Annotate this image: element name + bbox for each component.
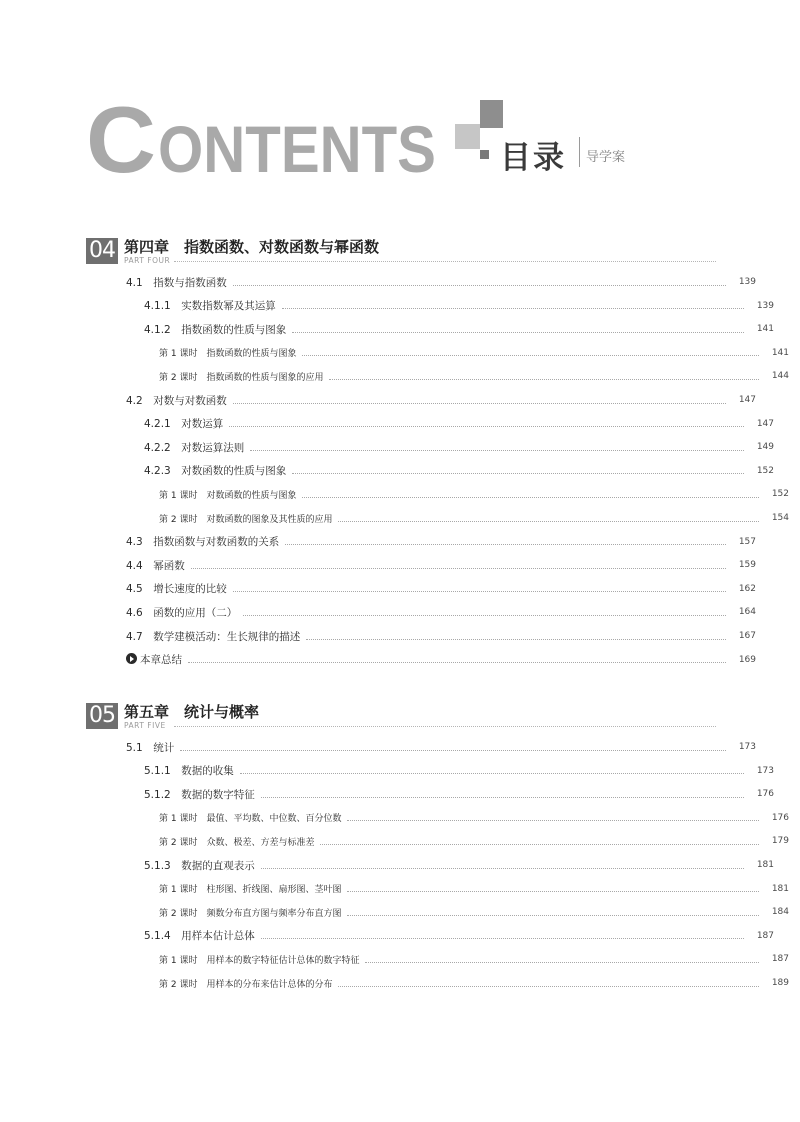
toc-entry[interactable] (86, 321, 774, 337)
chapter-divider (174, 726, 716, 727)
toc-entry-label (144, 928, 255, 943)
chapter-divider (174, 261, 716, 262)
dot-leader (329, 379, 759, 380)
dot-leader (243, 615, 726, 616)
contents-header (86, 96, 726, 186)
dot-leader (261, 797, 744, 798)
dot-leader (347, 915, 759, 916)
toc-entry-label (144, 463, 286, 478)
toc-entry-text: 4.6 函数的应用（二） (126, 606, 238, 619)
toc-page-number: 189 (771, 978, 789, 988)
toc-entry-label (126, 558, 185, 573)
dot-leader (188, 662, 726, 663)
toc-page-number: 176 (756, 789, 774, 800)
toc-entry[interactable] (86, 463, 774, 479)
dot-leader (306, 639, 726, 640)
toc-page-number: 159 (738, 560, 756, 571)
decor-square-small (480, 150, 489, 159)
decor-square-light (455, 124, 480, 149)
dot-leader (180, 750, 726, 751)
toc-entry[interactable] (86, 345, 789, 361)
toc-page-number: 141 (771, 347, 789, 358)
toc-entry-text: 4.5 增长速度的比较 (126, 583, 227, 596)
play-circle-icon (126, 653, 137, 664)
toc-page-number: 152 (771, 489, 789, 500)
toc-entry-label (159, 906, 341, 919)
page-title: 目录 (500, 140, 566, 176)
toc-entry-text: 4.2 对数与对数函数 (126, 394, 227, 407)
toc-entry[interactable] (86, 833, 789, 849)
toc-entry-text: 4.3 指数函数与对数函数的关系 (126, 536, 280, 549)
toc-entry-text: 5.1.4 用样本估计总体 (144, 930, 255, 943)
toc-entry-label (159, 835, 314, 848)
toc-entry-text: 第 2 课时 频数分布直方图与频率分布直方图 (159, 908, 342, 919)
dot-leader (240, 773, 744, 774)
toc-entry[interactable] (86, 951, 789, 967)
toc-entry-label (126, 629, 300, 644)
toc-entry-label (126, 740, 174, 755)
toc-entry-text: 第 2 课时 对数函数的图象及其性质的应用 (159, 514, 333, 525)
dot-leader (191, 568, 726, 569)
dot-leader (365, 962, 759, 963)
toc-entry-label (159, 488, 296, 501)
toc-entry[interactable] (86, 557, 756, 573)
toc-entry-text: 5.1.2 数据的数字特征 (144, 788, 255, 801)
toc-entry[interactable] (86, 439, 774, 455)
toc-page-number: 187 (771, 954, 789, 965)
toc-entry-text: 5.1.3 数据的直观表示 (144, 859, 255, 872)
toc-entry-label (159, 977, 332, 990)
dot-leader (302, 497, 759, 498)
toc-entry-text: 4.1.1 实数指数幂及其运算 (144, 300, 276, 313)
dot-leader (261, 868, 744, 869)
toc-entry-label (159, 512, 332, 525)
toc-entry-label (144, 416, 223, 431)
toc-entry-text: 4.2.1 对数运算 (144, 418, 224, 431)
dot-leader (347, 891, 759, 892)
toc-entry[interactable] (86, 534, 756, 550)
toc-page-number: 147 (738, 395, 756, 405)
toc-entry-label (126, 652, 182, 667)
toc-entry-label (159, 953, 359, 966)
dot-leader (233, 285, 726, 286)
toc-entry[interactable] (86, 975, 789, 991)
dot-leader (338, 521, 759, 522)
toc-entry-text: 第 2 课时 指数函数的性质与图象的应用 (159, 372, 324, 383)
dot-leader (285, 544, 726, 545)
toc-page-number: 169 (738, 654, 756, 665)
toc-entry[interactable] (86, 581, 756, 597)
toc-entry-label (159, 346, 296, 359)
toc-page-number: 162 (738, 583, 756, 594)
dot-leader (233, 403, 726, 404)
toc-entry-label (144, 763, 234, 778)
toc-entry[interactable] (86, 368, 789, 384)
dot-leader (292, 332, 744, 333)
toc-entry-label (126, 393, 227, 408)
toc-entry[interactable] (86, 881, 789, 897)
toc-entry-text: 4.4 幂函数 (126, 559, 185, 572)
dot-leader (302, 355, 759, 356)
toc-summary-row[interactable] (86, 652, 756, 668)
toc-entry-text: 第 1 课时 对数函数的性质与图象 (159, 490, 297, 501)
toc-entry-text: 4.2.3 对数函数的性质与图象 (144, 465, 287, 478)
toc-entry-text: 4.2.2 对数运算法则 (144, 441, 245, 454)
toc-page-number: 147 (756, 418, 774, 429)
toc-entry[interactable] (86, 298, 774, 314)
wordmark-rest: ONTENTS (158, 112, 436, 186)
toc-page-number: 179 (771, 836, 789, 847)
toc-entry[interactable] (86, 392, 756, 408)
toc-entry[interactable] (86, 274, 756, 290)
toc-entry-text: 5.1.1 数据的收集 (144, 765, 234, 778)
toc-entry-label (126, 534, 279, 549)
chapter-part-label: PART FIVE (124, 721, 166, 730)
toc-entry[interactable] (86, 486, 789, 502)
toc-entry-text: 4.1.2 指数函数的性质与图象 (144, 323, 287, 336)
toc-entry-label (144, 787, 255, 802)
toc-entry-text: 本章总结 (140, 654, 182, 667)
toc-page-number: 149 (756, 442, 774, 453)
toc-entry-text: 4.7 数学建模活动：生长规律的描述 (126, 630, 301, 643)
dot-leader (347, 820, 759, 821)
toc-page-number: 164 (738, 607, 756, 618)
dot-leader (261, 938, 744, 939)
chapter-number: 04 (86, 238, 118, 264)
toc-entry[interactable] (86, 904, 789, 920)
toc-page-number: 157 (738, 536, 756, 547)
toc-page-number: 181 (756, 860, 774, 870)
toc-entry-label (159, 811, 341, 824)
toc-page-number: 167 (738, 631, 756, 641)
toc-entry[interactable] (86, 739, 756, 755)
toc-page-number: 176 (771, 812, 789, 823)
toc-entry-label (159, 370, 323, 383)
toc-page-number: 139 (738, 277, 756, 287)
dot-leader (338, 986, 759, 987)
toc-page-number: 139 (756, 300, 774, 311)
toc-entry-text: 第 1 课时 最值、平均数、中位数、百分位数 (159, 814, 342, 825)
decor-square-dark (480, 100, 503, 128)
dot-leader (233, 591, 726, 592)
toc-entry-label (126, 605, 237, 620)
toc-entry[interactable] (86, 416, 774, 432)
toc-entry[interactable] (86, 786, 774, 802)
toc-entry-text: 5.1 统计 (126, 741, 175, 754)
toc-entry-text: 第 1 课时 用样本的数字特征估计总体的数字特征 (159, 955, 360, 966)
dot-leader (282, 308, 744, 309)
toc-page-number: 173 (756, 765, 774, 776)
toc-entry-text: 第 2 课时 众数、极差、方差与标准差 (159, 837, 315, 848)
chapter-number: 05 (86, 703, 118, 729)
toc-entry[interactable] (86, 857, 774, 873)
toc-page-number: 152 (756, 465, 774, 476)
toc-page-number: 154 (771, 513, 789, 523)
toc-entry[interactable] (86, 810, 789, 826)
contents-wordmark (86, 96, 446, 186)
wordmark-initial: C (86, 96, 156, 186)
toc-entry-text: 第 1 课时 柱形图、折线图、扇形图、茎叶图 (159, 885, 342, 896)
toc-page-number: 141 (756, 324, 774, 335)
toc-entry[interactable] (86, 510, 789, 526)
toc-page-number: 173 (738, 742, 756, 752)
page-subtitle: 导学案 (586, 150, 626, 165)
toc-entry[interactable] (86, 763, 774, 779)
toc-entry[interactable] (86, 928, 774, 944)
toc-entry-label (144, 858, 255, 873)
toc-page-number: 184 (771, 907, 789, 918)
toc-entry-label (126, 275, 227, 290)
toc-entry-label (126, 581, 227, 596)
chapter-title: 第四章 指数函数、对数函数与幂函数 (124, 238, 380, 256)
toc-entry-label (144, 298, 276, 313)
chapter-title: 第五章 统计与概率 (124, 703, 260, 721)
chapter-part-label: PART FOUR (124, 256, 171, 265)
toc-entry-label (144, 322, 286, 337)
toc-page-number: 181 (771, 883, 789, 894)
toc-entry-text: 第 2 课时 用样本的分布来估计总体的分布 (159, 979, 333, 990)
title-divider (579, 137, 580, 167)
toc-page-number: 144 (771, 371, 789, 382)
toc-entry-label (159, 882, 341, 895)
toc-page-number: 187 (756, 930, 774, 941)
dot-leader (292, 473, 744, 474)
toc-entry[interactable] (86, 604, 756, 620)
toc-entry[interactable] (86, 628, 756, 644)
toc-entry-label (144, 440, 244, 455)
dot-leader (250, 450, 744, 451)
toc-entry-text: 4.1 指数与指数函数 (126, 276, 227, 289)
dot-leader (320, 844, 759, 845)
toc-entry-text: 第 1 课时 指数函数的性质与图象 (159, 349, 297, 360)
dot-leader (229, 426, 744, 427)
